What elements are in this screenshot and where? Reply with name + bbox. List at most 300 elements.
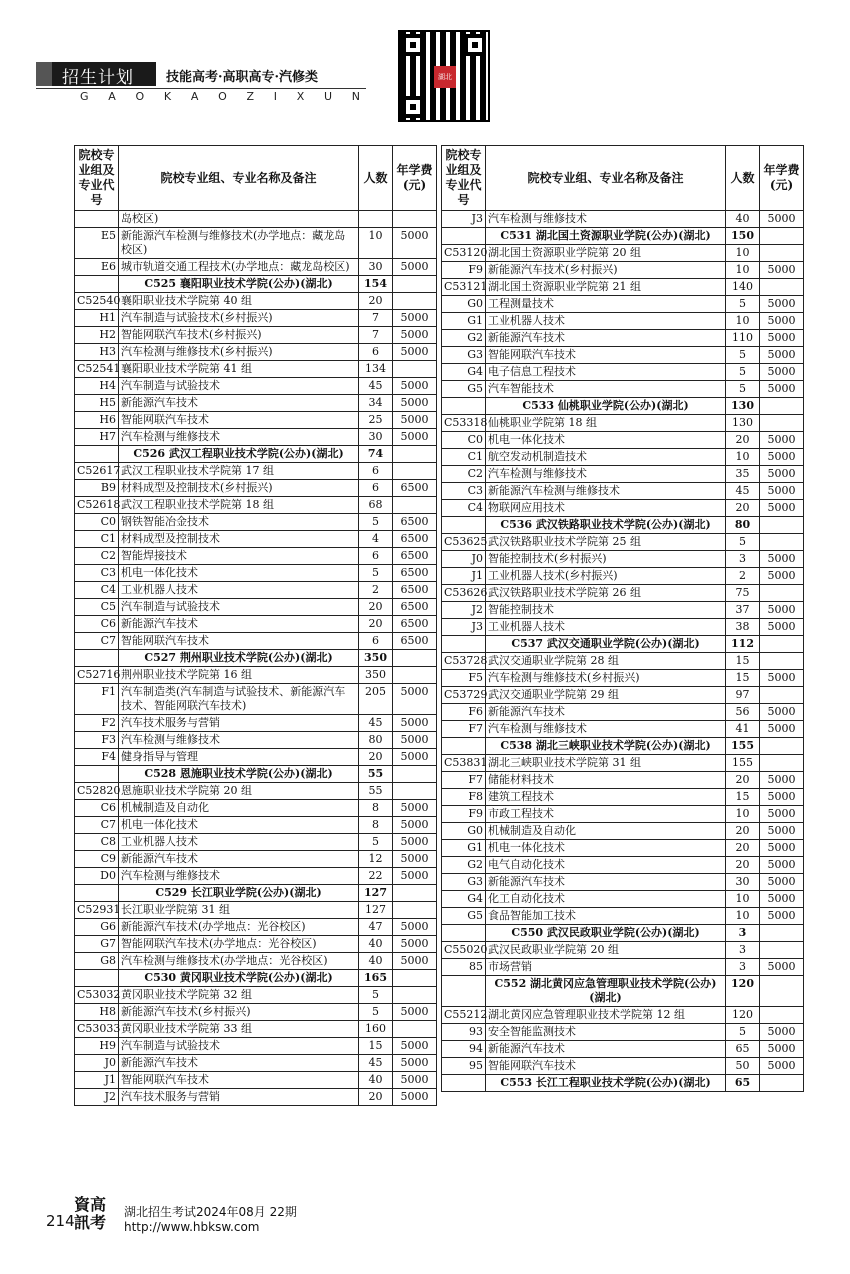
row-code: G7 [75, 936, 119, 953]
row-fee: 5000 [760, 789, 804, 806]
table-row [75, 480, 437, 497]
row-code: C53626 [442, 585, 486, 602]
row-code: C3 [442, 483, 486, 500]
row-name: 汽车检测与维修技术 [486, 466, 726, 483]
row-count: 134 [359, 361, 393, 378]
row-count: 127 [359, 885, 393, 902]
row-count: 3 [726, 942, 760, 959]
row-code: H1 [75, 310, 119, 327]
row-count: 6 [359, 463, 393, 480]
table-row [75, 582, 437, 599]
row-fee: 5000 [760, 313, 804, 330]
row-name: 汽车检测与维修技术 [119, 429, 359, 446]
header-letters [80, 90, 360, 103]
row-name: C528 恩施职业技术学院(公办)(湖北) [119, 766, 359, 783]
table-row [442, 500, 804, 517]
row-name: 汽车检测与维修技术 [486, 721, 726, 738]
row-count: 40 [726, 211, 760, 228]
row-count: 75 [726, 585, 760, 602]
row-fee: 5000 [760, 670, 804, 687]
row-code: J1 [442, 568, 486, 585]
header-letter: N [351, 90, 360, 103]
row-name: 新能源汽车技术 [119, 1055, 359, 1072]
row-name: 智能控制技术(乡村振兴) [486, 551, 726, 568]
table-row [442, 330, 804, 347]
row-count: 7 [359, 310, 393, 327]
row-count: 120 [726, 1007, 760, 1024]
row-count: 155 [726, 755, 760, 772]
row-count: 5 [726, 364, 760, 381]
row-name: C530 黄冈职业技术学院(公办)(湖北) [119, 970, 359, 987]
row-code: C55212 [442, 1007, 486, 1024]
table-row [442, 840, 804, 857]
table-row [75, 936, 437, 953]
row-name: 汽车检测与维修技术 [119, 868, 359, 885]
row-code [75, 650, 119, 667]
row-name: C527 荆州职业技术学院(公办)(湖北) [119, 650, 359, 667]
row-count: 7 [359, 327, 393, 344]
row-fee: 5000 [760, 500, 804, 517]
row-fee [760, 415, 804, 432]
row-fee [393, 1021, 437, 1038]
row-code: C2 [442, 466, 486, 483]
row-code: F3 [75, 732, 119, 749]
group-row [442, 653, 804, 670]
table-row [442, 1041, 804, 1058]
row-code: 85 [442, 959, 486, 976]
row-fee: 5000 [760, 806, 804, 823]
row-code: C52540 [75, 293, 119, 310]
group-row [75, 497, 437, 514]
row-name: 黄冈职业技术学院第 33 组 [119, 1021, 359, 1038]
row-code [442, 1075, 486, 1092]
row-code: F7 [442, 721, 486, 738]
row-count: 5 [726, 347, 760, 364]
row-name: 汽车制造与试验技术(乡村振兴) [119, 310, 359, 327]
table-row [442, 891, 804, 908]
row-count: 10 [726, 262, 760, 279]
row-fee [760, 738, 804, 755]
school-row [75, 970, 437, 987]
row-count: 30 [359, 429, 393, 446]
section-tab-mark [36, 62, 52, 86]
row-fee [760, 653, 804, 670]
row-code: C53121 [442, 279, 486, 296]
row-code: C53729 [442, 687, 486, 704]
table-row [442, 772, 804, 789]
row-code: J2 [75, 1089, 119, 1106]
table-row [75, 310, 437, 327]
row-fee: 5000 [760, 211, 804, 228]
school-row [75, 446, 437, 463]
table-row [75, 599, 437, 616]
row-count: 20 [726, 432, 760, 449]
school-row [442, 976, 804, 1007]
row-code [442, 636, 486, 653]
table-row [442, 432, 804, 449]
row-code: G3 [442, 347, 486, 364]
table-row [75, 715, 437, 732]
row-name: 湖北黄冈应急管理职业技术学院第 12 组 [486, 1007, 726, 1024]
row-code: C52931 [75, 902, 119, 919]
row-code: G8 [75, 953, 119, 970]
row-code [75, 970, 119, 987]
group-row [442, 1007, 804, 1024]
header-code: 院校专业组及专业代号 [442, 146, 486, 211]
row-name: 机电一体化技术 [486, 432, 726, 449]
school-row [442, 1075, 804, 1092]
row-fee: 5000 [393, 259, 437, 276]
row-code: C52541 [75, 361, 119, 378]
row-code: C7 [75, 633, 119, 650]
table-row [75, 412, 437, 429]
row-code: H4 [75, 378, 119, 395]
row-count: 20 [726, 500, 760, 517]
row-fee: 5000 [393, 1004, 437, 1021]
row-count: 68 [359, 497, 393, 514]
table-row [442, 602, 804, 619]
table-row [75, 633, 437, 650]
row-name: 新能源汽车技术(办学地点：光谷校区) [119, 919, 359, 936]
row-name: 荆州职业技术学院第 16 组 [119, 667, 359, 684]
table-row [75, 1072, 437, 1089]
row-count: 20 [359, 749, 393, 766]
row-name: 武汉工程职业技术学院第 17 组 [119, 463, 359, 480]
row-count: 74 [359, 446, 393, 463]
table-row [75, 531, 437, 548]
row-count: 5 [726, 1024, 760, 1041]
row-count: 20 [726, 840, 760, 857]
row-code: G3 [442, 874, 486, 891]
row-fee: 5000 [760, 823, 804, 840]
group-row [75, 463, 437, 480]
table-row [75, 749, 437, 766]
row-name: 电气自动化技术 [486, 857, 726, 874]
row-name: 新能源汽车技术 [486, 1041, 726, 1058]
row-fee [760, 925, 804, 942]
row-name: 新能源汽车技术 [486, 704, 726, 721]
row-count: 45 [726, 483, 760, 500]
row-name: 健身指导与管理 [119, 749, 359, 766]
row-fee: 5000 [760, 619, 804, 636]
row-name: 食品智能加工技术 [486, 908, 726, 925]
row-count: 10 [726, 449, 760, 466]
table-row [442, 551, 804, 568]
row-code [75, 211, 119, 228]
row-count: 160 [359, 1021, 393, 1038]
row-fee: 5000 [393, 1089, 437, 1106]
row-fee [393, 885, 437, 902]
row-fee: 5000 [760, 381, 804, 398]
row-fee: 5000 [393, 1055, 437, 1072]
group-row [442, 415, 804, 432]
row-fee: 5000 [760, 568, 804, 585]
school-row [442, 925, 804, 942]
row-fee: 6500 [393, 599, 437, 616]
row-name: C537 武汉交通职业学院(公办)(湖北) [486, 636, 726, 653]
group-row [75, 902, 437, 919]
row-code: G4 [442, 891, 486, 908]
row-fee: 5000 [393, 344, 437, 361]
group-row [442, 942, 804, 959]
row-fee [760, 1075, 804, 1092]
row-fee: 5000 [393, 395, 437, 412]
row-code: G2 [442, 857, 486, 874]
row-count: 112 [726, 636, 760, 653]
qr-corner-icon [402, 34, 424, 56]
row-code: C52820 [75, 783, 119, 800]
row-fee: 6500 [393, 531, 437, 548]
table-row [75, 684, 437, 715]
row-fee [393, 902, 437, 919]
row-fee [760, 976, 804, 1007]
row-code: F6 [442, 704, 486, 721]
group-row [442, 245, 804, 262]
header-letter: O [218, 90, 227, 103]
table-row [442, 721, 804, 738]
row-code: C5 [75, 599, 119, 616]
table-row [442, 568, 804, 585]
row-code: C53033 [75, 1021, 119, 1038]
table-row [75, 851, 437, 868]
row-name: 化工自动化技术 [486, 891, 726, 908]
row-code: H3 [75, 344, 119, 361]
website-link[interactable]: http://www.hbksw.com [124, 1220, 260, 1234]
section-subtitle: 技能高考·高职高专·汽修类 [166, 70, 319, 85]
row-code [75, 446, 119, 463]
row-name: C529 长江职业学院(公办)(湖北) [119, 885, 359, 902]
row-name: 武汉工程职业技术学院第 18 组 [119, 497, 359, 514]
row-count: 45 [359, 715, 393, 732]
row-fee: 6500 [393, 616, 437, 633]
row-fee: 5000 [393, 412, 437, 429]
row-name: 汽车智能技术 [486, 381, 726, 398]
row-code: H9 [75, 1038, 119, 1055]
row-count: 30 [359, 259, 393, 276]
row-count: 20 [726, 772, 760, 789]
table-row [442, 364, 804, 381]
header-name: 院校专业组、专业名称及备注 [486, 146, 726, 211]
header-letter: I [273, 90, 277, 103]
row-count: 34 [359, 395, 393, 412]
row-count: 20 [726, 823, 760, 840]
row-fee [760, 636, 804, 653]
row-count: 40 [359, 936, 393, 953]
row-name: 市政工程技术 [486, 806, 726, 823]
row-name: 智能网联汽车技术 [486, 347, 726, 364]
table-row [442, 347, 804, 364]
row-count: 8 [359, 800, 393, 817]
row-count: 4 [359, 531, 393, 548]
table-row [75, 800, 437, 817]
magazine-issue: 湖北招生考试2024年08月 22期 [124, 1205, 297, 1219]
row-count: 45 [359, 378, 393, 395]
table-row [442, 874, 804, 891]
row-fee: 5000 [760, 1024, 804, 1041]
row-fee: 6500 [393, 565, 437, 582]
row-fee: 5000 [393, 919, 437, 936]
row-count: 165 [359, 970, 393, 987]
row-name: C552 湖北黄冈应急管理职业技术学院(公办)(湖北) [486, 976, 726, 1007]
row-name: C526 武汉工程职业技术学院(公办)(湖北) [119, 446, 359, 463]
row-code: C4 [75, 582, 119, 599]
row-name: 新能源汽车检测与维修技术 [486, 483, 726, 500]
row-code: C2 [75, 548, 119, 565]
row-fee [760, 687, 804, 704]
row-code: C6 [75, 616, 119, 633]
header-count: 人数 [726, 146, 760, 211]
header-letter: U [323, 90, 333, 103]
row-code: 94 [442, 1041, 486, 1058]
row-name: 物联网应用技术 [486, 500, 726, 517]
header-letter: O [135, 90, 145, 103]
table-row [75, 548, 437, 565]
row-fee: 5000 [760, 262, 804, 279]
row-name: 湖北三峡职业技术学院第 31 组 [486, 755, 726, 772]
row-code: C53318 [442, 415, 486, 432]
table-row [442, 466, 804, 483]
row-code: G2 [442, 330, 486, 347]
table-row [75, 565, 437, 582]
row-name: 材料成型及控制技术(乡村振兴) [119, 480, 359, 497]
row-fee: 5000 [393, 715, 437, 732]
header-letter: A [108, 90, 116, 103]
table-row [75, 919, 437, 936]
row-name: 新能源汽车检测与维修技术(办学地点：藏龙岛校区) [119, 228, 359, 259]
row-count: 30 [726, 874, 760, 891]
row-count: 350 [359, 650, 393, 667]
group-row [75, 667, 437, 684]
header-code: 院校专业组及专业代号 [75, 146, 119, 211]
row-name: 智能控制技术 [486, 602, 726, 619]
row-count: 25 [359, 412, 393, 429]
row-code: G4 [442, 364, 486, 381]
row-code: G1 [442, 313, 486, 330]
row-name: 新能源汽车技术 [486, 330, 726, 347]
row-fee: 5000 [760, 296, 804, 313]
row-name: 武汉铁路职业技术学院第 26 组 [486, 585, 726, 602]
row-fee [393, 446, 437, 463]
row-name: 新能源汽车技术 [119, 616, 359, 633]
row-count: 65 [726, 1041, 760, 1058]
row-fee: 5000 [760, 330, 804, 347]
school-row [75, 276, 437, 293]
row-fee [393, 970, 437, 987]
row-count: 47 [359, 919, 393, 936]
table-row [75, 834, 437, 851]
row-code: F8 [442, 789, 486, 806]
row-count: 55 [359, 783, 393, 800]
row-name: 新能源汽车技术 [119, 851, 359, 868]
row-name: C553 长江工程职业技术学院(公办)(湖北) [486, 1075, 726, 1092]
left-column [74, 145, 436, 1106]
group-row [75, 783, 437, 800]
row-fee: 5000 [760, 891, 804, 908]
row-code: C6 [75, 800, 119, 817]
row-fee: 6500 [393, 514, 437, 531]
row-code: H5 [75, 395, 119, 412]
row-count: 45 [359, 1055, 393, 1072]
row-count: 130 [726, 415, 760, 432]
row-count: 150 [726, 228, 760, 245]
row-fee: 5000 [760, 449, 804, 466]
table-row [442, 789, 804, 806]
row-count: 350 [359, 667, 393, 684]
row-count: 3 [726, 551, 760, 568]
header-divider [36, 88, 366, 89]
table-row [442, 857, 804, 874]
row-fee [760, 398, 804, 415]
row-fee [760, 942, 804, 959]
header-fee: 年学费(元) [760, 146, 804, 211]
row-name: 湖北国土资源职业学院第 20 组 [486, 245, 726, 262]
table-row [442, 959, 804, 976]
row-code: C9 [75, 851, 119, 868]
table-row [442, 449, 804, 466]
table-row [442, 296, 804, 313]
table-row [75, 1089, 437, 1106]
row-name: 岛校区) [119, 211, 359, 228]
table-row [75, 953, 437, 970]
row-name: 新能源汽车技术(乡村振兴) [486, 262, 726, 279]
row-name: 汽车检测与维修技术 [486, 211, 726, 228]
row-count: 41 [726, 721, 760, 738]
table-row [75, 395, 437, 412]
table-body-right [442, 211, 804, 1092]
table-row [442, 1058, 804, 1075]
row-code: E6 [75, 259, 119, 276]
row-code: C53032 [75, 987, 119, 1004]
table-row [442, 211, 804, 228]
qr-corner-icon [464, 34, 486, 56]
row-fee: 5000 [760, 602, 804, 619]
row-name: 智能网联汽车技术 [119, 1072, 359, 1089]
row-name: 市场营销 [486, 959, 726, 976]
row-name: 汽车技术服务与营销 [119, 715, 359, 732]
group-row [75, 361, 437, 378]
row-name: 智能网联汽车技术 [119, 412, 359, 429]
group-row [75, 293, 437, 310]
row-code [75, 885, 119, 902]
row-name: 航空发动机制造技术 [486, 449, 726, 466]
row-count: 127 [359, 902, 393, 919]
row-fee [393, 987, 437, 1004]
row-code: C4 [442, 500, 486, 517]
row-count: 37 [726, 602, 760, 619]
row-count: 15 [726, 789, 760, 806]
row-fee: 5000 [393, 228, 437, 259]
row-count: 5 [359, 834, 393, 851]
row-fee [393, 293, 437, 310]
row-code [442, 976, 486, 1007]
group-row [442, 755, 804, 772]
magazine-logo: 資高訊考 [74, 1195, 107, 1232]
row-count: 154 [359, 276, 393, 293]
row-fee [760, 517, 804, 534]
row-count: 5 [726, 381, 760, 398]
row-fee: 5000 [760, 364, 804, 381]
group-row [75, 987, 437, 1004]
row-count: 110 [726, 330, 760, 347]
row-code: H8 [75, 1004, 119, 1021]
row-count: 5 [726, 296, 760, 313]
row-count: 2 [359, 582, 393, 599]
row-code [75, 766, 119, 783]
row-fee [393, 463, 437, 480]
row-name: 新能源汽车技术(乡村振兴) [119, 1004, 359, 1021]
row-fee [760, 585, 804, 602]
row-name: C533 仙桃职业学院(公办)(湖北) [486, 398, 726, 415]
